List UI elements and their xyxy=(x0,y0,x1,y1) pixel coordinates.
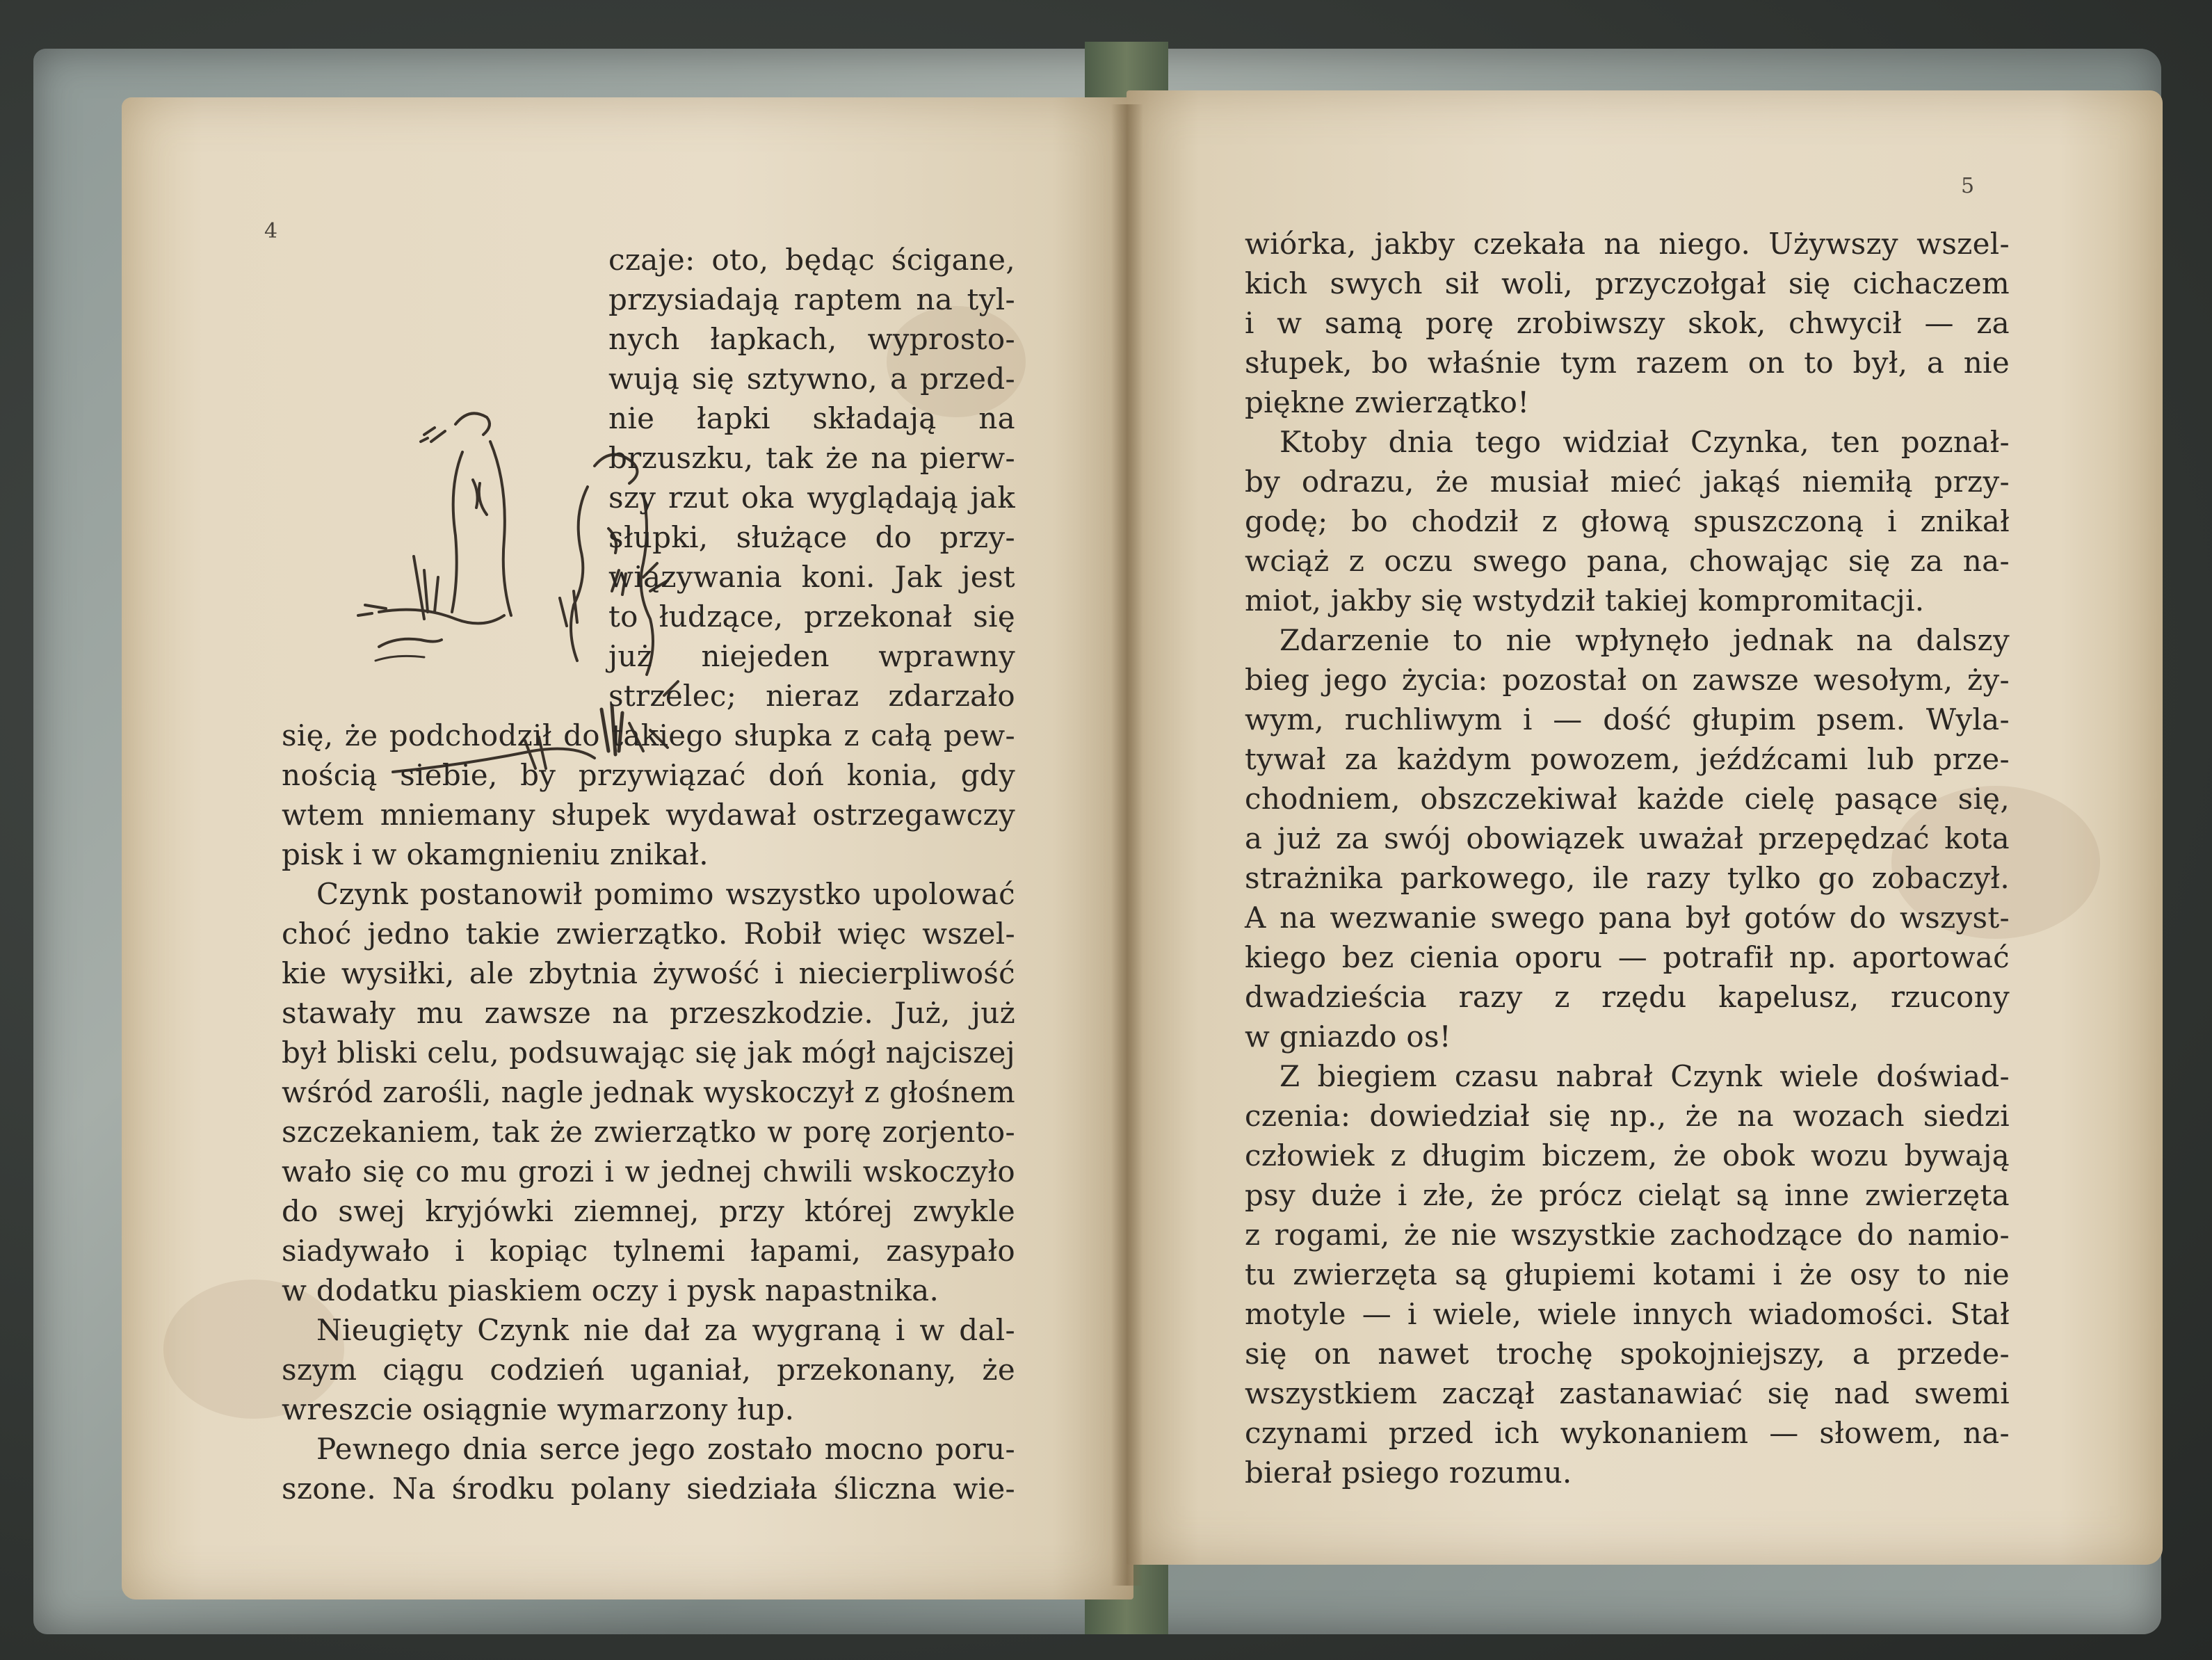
text-line: tywał za każdym powozem, jeźdźcami lub prze- xyxy=(1245,742,2010,776)
book-gutter xyxy=(1111,104,1143,1586)
text-line: kie wysiłki, ale zbytnia żywość i niecierpliwość xyxy=(282,956,1015,990)
text-line: nych łapkach, wyprosto- xyxy=(608,322,1015,356)
text-line: stawały mu zawsze na przeszkodzie. Już, już xyxy=(282,996,1015,1030)
text-line: się, że podchodził do takiego słupka z całą pew- xyxy=(282,718,1015,752)
text-line: by odrazu, że musiał mieć jakąś niemiłą przy- xyxy=(1245,465,2010,499)
text-line: słupek, bo właśnie tym razem on to był, a nie xyxy=(1245,346,2010,380)
text-line: Ktoby dnia tego widział Czynka, ten poznał- xyxy=(1279,425,2010,459)
text-line: wtem mniemany słupek wydawał ostrzegawczy xyxy=(282,798,1015,832)
left-page xyxy=(122,97,1133,1599)
page-number: 5 xyxy=(1961,174,1975,198)
text-line: wreszcie osiągnie wymarzony łup. xyxy=(282,1392,795,1426)
text-line: chodniem, obszczekiwał każde cielę pasące się, xyxy=(1245,782,2010,816)
text-line: szym ciągu codzień uganiał, przekonany, że xyxy=(282,1353,1015,1387)
text-line: Pewnego dnia serce jego zostało mocno poru- xyxy=(316,1432,1015,1466)
text-line: dwadzieścia razy z rzędu kapelusz, rzucony xyxy=(1245,980,2010,1014)
text-line: motyle — i wiele, wiele innych wiadomości. Stał xyxy=(1245,1297,2010,1331)
text-line: szone. Na środku polany siedziała śliczna wie- xyxy=(282,1472,1015,1506)
text-line: nie łapki składają na xyxy=(608,401,1015,435)
text-line: w gniazdo os! xyxy=(1245,1020,1451,1054)
wrapped-text-column xyxy=(608,240,1015,716)
animal-head-outline xyxy=(455,413,490,435)
text-line: w dodatku piaskiem oczy i pysk napastnika. xyxy=(282,1273,939,1307)
text-line: choć jedno takie zwierzątko. Robił więc wszel- xyxy=(282,917,1015,951)
text-line: strażnika parkowego, ile razy tylko go zobaczył. xyxy=(1245,861,2010,895)
text-line: Zdarzenie to nie wpłynęło jednak na dalszy xyxy=(1279,623,2010,657)
text-line: czaje: oto, będąc ścigane, xyxy=(608,243,1015,277)
text-line: czynami przed ich wykonaniem — słowem, na- xyxy=(1245,1416,2010,1450)
text-line: wszystkiem zaczął zastanawiać się nad swemi xyxy=(1245,1376,2010,1410)
text-line: strzelec; nieraz zdarzało xyxy=(608,679,1015,713)
text-line: wiórka, jakby czekała na niego. Używszy wszel- xyxy=(1245,227,2010,261)
text-line: wiązywania koni. Jak jest xyxy=(608,560,1015,594)
text-line: przysiadają raptem na tyl- xyxy=(608,282,1015,316)
text-line: bierał psiego rozumu. xyxy=(1245,1456,1572,1490)
text-line: wśród zarośli, nagle jednak wyskoczył z głośnem xyxy=(282,1075,1015,1109)
text-line: nością siebie, by przywiązać doń konia, gdy xyxy=(282,758,1015,792)
text-line: a już za swój obowiązek uważał przepędzać kota xyxy=(1245,821,2010,855)
text-line: siadywało i kopiąc tylnemi łapami, zasypało xyxy=(282,1234,1015,1268)
right-text-column xyxy=(1245,224,2010,1492)
text-line: czenia: dowiedział się np., że na wozach siedzi xyxy=(1245,1099,2010,1133)
text-line: Czynk postanowił pomimo wszystko upolować xyxy=(316,877,1015,911)
text-line: A na wezwanie swego pana był gotów do wszyst- xyxy=(1245,901,2010,935)
text-line: bieg jego życia: pozostał on zawsze wesołym, ży- xyxy=(1245,663,2010,697)
text-line: brzuszku, tak że na pierw- xyxy=(608,441,1015,475)
text-line: już niejeden wprawny xyxy=(608,639,1015,673)
text-line: piękne zwierzątko! xyxy=(1245,385,1530,419)
text-line: to łudzące, przekonał się xyxy=(608,599,1015,634)
text-line: szy rzut oka wyglądają jak xyxy=(608,481,1015,515)
text-line: wują się sztywno, a przed- xyxy=(608,362,1015,396)
text-line: tu zwierzęta są głupiemi kotami i że osy to nie xyxy=(1245,1257,2010,1291)
text-line: i w samą porę zrobiwszy skok, chwycił — za xyxy=(1245,306,2010,340)
text-line: Nieugięty Czynk nie dał za wygraną i w dal- xyxy=(316,1313,1015,1347)
text-line: wało się co mu grozi i w jednej chwili wskoczyło xyxy=(282,1154,1015,1188)
text-line: szczekaniem, tak że zwierzątko w porę zorjento- xyxy=(282,1115,1015,1149)
text-line: do swej kryjówki ziemnej, przy której zwykle xyxy=(282,1194,1015,1228)
text-line: kiego bez cienia oporu — potrafił np. aportować xyxy=(1245,940,2010,974)
full-width-text-column xyxy=(282,716,1015,1508)
right-page xyxy=(1127,90,2163,1565)
text-line: godę; bo chodził z głową spuszczoną i znikał xyxy=(1245,504,2010,538)
text-line: wciąż z oczu swego pana, chowając się za na- xyxy=(1245,544,2010,578)
text-line: słupki, służące do przy- xyxy=(608,520,1015,554)
text-line: kich swych sił woli, przyczołgał się cichaczem xyxy=(1245,266,2010,300)
page-number: 4 xyxy=(264,219,278,243)
text-line: z rogami, że nie wszystkie zachodzące do namio- xyxy=(1245,1218,2010,1252)
text-line: był bliski celu, podsuwając się jak mógł najciszej xyxy=(282,1036,1015,1070)
text-line: miot, jakby się wstydził takiej kompromitacji. xyxy=(1245,583,1925,618)
text-line: wym, ruchliwym i — dość głupim psem. Wyla- xyxy=(1245,702,2010,736)
text-line: psy duże i złe, że prócz cieląt są inne zwierzęta xyxy=(1245,1178,2010,1212)
text-line: się on nawet trochę spokojniejszy, a przede- xyxy=(1245,1337,2010,1371)
text-line: człowiek z długim biczem, że obok wozu bywają xyxy=(1245,1138,2010,1173)
text-line: Z biegiem czasu nabrał Czynk wiele doświad- xyxy=(1279,1059,2010,1093)
text-line: pisk i w okamgnieniu znikał. xyxy=(282,837,709,871)
